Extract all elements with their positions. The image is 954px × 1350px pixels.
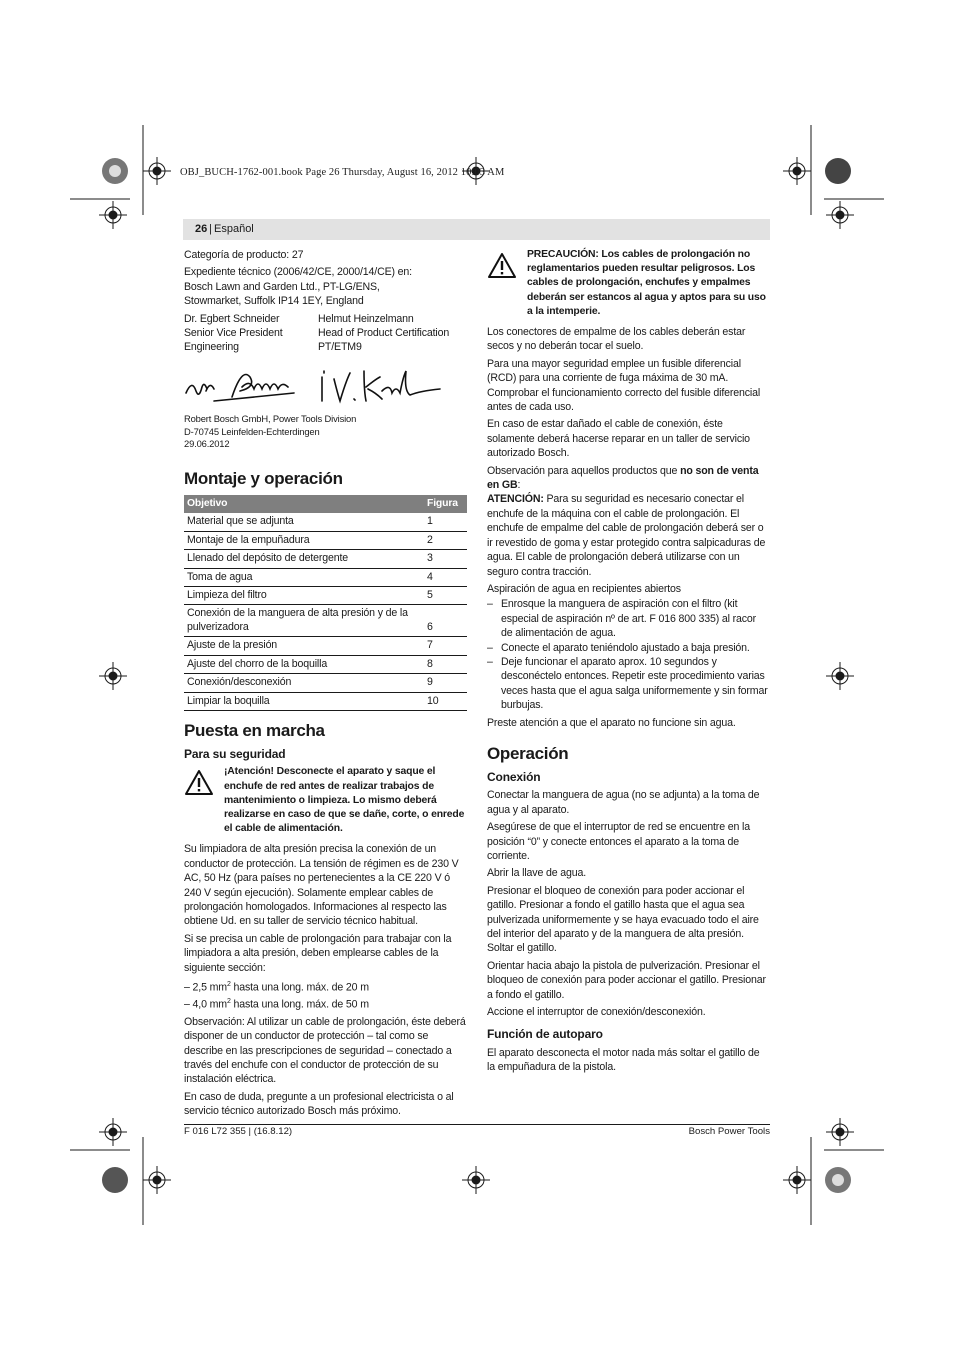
footer-rule bbox=[184, 1124, 770, 1125]
signatory-2 bbox=[318, 312, 452, 355]
paragraph: Orientar hacia abajo la pistola de pulverización. Presionar el bloqueo de conexión para poder accionar el gatillo. Presionar a fondo el gatillo. bbox=[487, 959, 766, 1001]
table-row bbox=[184, 605, 467, 637]
signatory-name: Helmut Heinzelmann bbox=[318, 312, 414, 325]
cable-section-item bbox=[184, 995, 467, 1012]
table-cell: 1 bbox=[424, 513, 467, 531]
list-item: – Deje funcionar el aparato aprox. 10 segundos y desconéctelo entonces. Repetir este procedimiento varias veces hasta que el agua salga uniformemente y sin formar burbujas. bbox=[487, 655, 770, 713]
signatory-title: Engineering bbox=[184, 341, 239, 354]
section-value: – 2,5 mm bbox=[184, 981, 227, 994]
right-column bbox=[487, 248, 770, 1078]
table-cell: 4 bbox=[424, 568, 467, 586]
table-cell: 3 bbox=[424, 550, 467, 568]
header-separator: | bbox=[209, 223, 212, 235]
figure-table bbox=[184, 495, 467, 711]
warning-triangle-icon bbox=[184, 765, 224, 836]
technical-file-line: Expediente técnico (2006/42/CE, 2000/14/CE) en: bbox=[184, 266, 412, 279]
table-cell: Conexión de la manguera de alta presión y de la pulverizadora bbox=[184, 605, 424, 637]
paragraph: Su limpiadora de alta presión precisa la conexión de un conductor de protección. La tensión de régimen es de 230 V AC, 50 Hz (para países no pertenecientes a la CE 220 V ó 240 V según ejecución). Solamente emplear cables de prolongación homologados. Informaciones al respecto las obtiene Ud. en su taller de servicio técnico habitual. bbox=[184, 843, 459, 928]
table-cell: 7 bbox=[424, 637, 467, 655]
paragraph: El aparato desconecta el motor nada más soltar el gatillo de la empuñadura de la pistola. bbox=[487, 1046, 760, 1074]
paragraph: Aspiración de agua en recipientes abiertos bbox=[487, 582, 681, 595]
superscript: 2 bbox=[226, 980, 231, 988]
address-line: Robert Bosch GmbH, Power Tools Division bbox=[184, 413, 357, 425]
table-cell: Limpiar la boquilla bbox=[184, 692, 424, 710]
heading-operacion: Operación bbox=[487, 743, 569, 763]
paragraph: Los conectores de empalme de los cables deberán estar secos y no deberán tocar el suelo. bbox=[487, 326, 746, 353]
heading-conexion: Conexión bbox=[487, 769, 541, 784]
table-cell: 5 bbox=[424, 587, 467, 605]
paragraph: Accione el interruptor de conexión/desconexión. bbox=[487, 1006, 706, 1019]
footer-doc-number: F 016 L72 355 | (16.8.12) bbox=[184, 1126, 293, 1137]
text-run: : bbox=[517, 479, 521, 492]
signatories bbox=[184, 312, 467, 355]
table-cell: Ajuste del chorro de la boquilla bbox=[184, 655, 424, 673]
warning-block bbox=[184, 765, 467, 836]
paragraph: Preste atención a que el aparato no funcione sin agua. bbox=[487, 716, 736, 729]
table-cell: 2 bbox=[424, 531, 467, 549]
page-header bbox=[183, 219, 770, 240]
warning-triangle-icon bbox=[487, 248, 527, 319]
technical-file bbox=[184, 265, 467, 308]
section-value: – 4,0 mm bbox=[184, 998, 227, 1011]
table-cell: 6 bbox=[424, 605, 467, 637]
address-date: 29.06.2012 bbox=[184, 438, 230, 450]
address-line: D-70745 Leinfelden-Echterdingen bbox=[184, 425, 320, 437]
column-header: Objetivo bbox=[184, 495, 424, 513]
warning-text: PRECAUCIÓN: Los cables de prolongación no reglamentarios pueden resultar peligrosos. Los cables de prolongación, enchufes y empalmes deberán ser estancos al agua y aptos para su uso a la intemperie. bbox=[527, 249, 766, 317]
heading-puesta: Puesta en marcha bbox=[184, 720, 325, 740]
signatory-title: Head of Product Certification bbox=[318, 327, 450, 340]
text-run: Para su seguridad es necesario conectar el enchufe de la máquina con el cable de prolongación. El enchufe de empalme del cable de prolongación deberá ser o ir revestido de goma y estar protegido contra salpicaduras de agua. El cable de prolongación deberá utilizarse con un seguro contra tracción. bbox=[487, 493, 766, 578]
signatory-name: Dr. Egbert Schneider bbox=[184, 312, 280, 325]
paragraph: Presionar el bloqueo de conexión para poder accionar el gatillo. Presionar a fondo el gatillo hasta que el agua sea pulverizada uniformemente y se haya evacuado todo el aire del interior del aparato y de la manguera de alta presión. Soltar el gatillo. bbox=[487, 884, 759, 955]
table-cell: 8 bbox=[424, 655, 467, 673]
paragraph bbox=[487, 492, 770, 578]
text-run-bold: no son de venta en GB bbox=[487, 464, 759, 492]
warning-block bbox=[487, 248, 770, 319]
table-row bbox=[184, 587, 467, 605]
table-row bbox=[184, 692, 467, 710]
table-row bbox=[184, 550, 467, 568]
handwritten-signatures bbox=[184, 363, 467, 407]
superscript: 2 bbox=[226, 997, 231, 1005]
steps-list bbox=[487, 597, 770, 712]
technical-file-line: Stowmarket, Suffolk IP14 1EY, England bbox=[184, 295, 364, 308]
cable-section-list bbox=[184, 978, 467, 1012]
paragraph: Abrir la llave de agua. bbox=[487, 867, 587, 880]
text-run-bold: ATENCIÓN: bbox=[487, 493, 544, 506]
technical-file-line: Bosch Lawn and Garden Ltd., PT-LG/ENS, bbox=[184, 280, 380, 293]
list-item: – Conecte el aparato teniéndolo ajustado a baja presión. bbox=[487, 641, 770, 655]
column-header: Figura bbox=[424, 495, 467, 513]
paragraph: Para una mayor seguridad emplee un fusible diferencial (RCD) para una corriente de fuga máxima de 30 mA. Comprobar el funcionamiento correcto del fusible diferencial antes de cada uso. bbox=[487, 357, 761, 414]
list-item: – Enrosque la manguera de aspiración con el filtro (kit especial de aspiración nº de art. F 016 800 335) al racor de alimentación de agua. bbox=[487, 597, 770, 640]
heading-montaje: Montaje y operación bbox=[184, 469, 343, 489]
table-cell: 10 bbox=[424, 692, 467, 710]
table-header-row bbox=[184, 495, 467, 513]
signatory-title: Senior Vice President bbox=[184, 327, 283, 340]
table-row bbox=[184, 637, 467, 655]
product-category: Categoría de producto: 27 bbox=[184, 249, 304, 261]
paragraph: Si se precisa un cable de prolongación para trabajar con la limpiadora a alta presión, deben emplearse cables de la siguiente sección: bbox=[184, 932, 452, 974]
table-row bbox=[184, 674, 467, 692]
warning-text: ¡Atención! Desconecte el aparato y saque el enchufe de red antes de realizar trabajos de mantenimiento o limpieza. Lo mismo deberá realizarse en caso de que se dañe, corte, o enrede el cable de alimentación. bbox=[224, 766, 465, 835]
table-row bbox=[184, 655, 467, 673]
table-cell: Montaje de la empuñadura bbox=[184, 531, 424, 549]
section-length: hasta una long. máx. de 50 m bbox=[230, 998, 369, 1011]
table-row bbox=[184, 531, 467, 549]
paragraph: Conectar la manguera de agua (no se adjunta) a la toma de agua y al aparato. bbox=[487, 789, 760, 816]
heading-autoparo: Función de autoparo bbox=[487, 1027, 603, 1042]
paragraph bbox=[487, 464, 770, 493]
text-run: Observación para aquellos productos que bbox=[487, 464, 681, 477]
signatory-1 bbox=[184, 312, 318, 355]
table-row bbox=[184, 568, 467, 586]
table-cell: Ajuste de la presión bbox=[184, 637, 424, 655]
table-cell: Material que se adjunta bbox=[184, 513, 424, 531]
table-cell: 9 bbox=[424, 674, 467, 692]
left-column bbox=[184, 248, 467, 1122]
heading-seguridad: Para su seguridad bbox=[184, 746, 286, 761]
page-number: 26 bbox=[195, 223, 208, 235]
footer-brand: Bosch Power Tools bbox=[688, 1126, 770, 1137]
paragraph: Asegúrese de que el interruptor de red se encuentre en la posición “0” y conecte entonces el aparato a la toma de corriente. bbox=[487, 821, 750, 863]
cable-section-item bbox=[184, 978, 467, 995]
table-cell: Toma de agua bbox=[184, 568, 424, 586]
signatory-title: PT/ETM9 bbox=[318, 341, 362, 354]
section-length: hasta una long. máx. de 20 m bbox=[230, 981, 369, 994]
paragraph: Observación: Al utilizar un cable de prolongación, éste deberá disponer de un conductor de protección – tal como se describe en las prescripciones de seguridad – conectado a través del enchufe con el conductor de protección de su instalación eléctrica. bbox=[184, 1015, 466, 1086]
table-row bbox=[184, 513, 467, 531]
table-cell: Conexión/desconexión bbox=[184, 674, 424, 692]
paragraph: En caso de estar dañado el cable de conexión, éste solamente deberá hacerse reparar en un taller de servicio autorizado Bosch. bbox=[487, 418, 750, 460]
paragraph: En caso de duda, pregunte a un profesional electricista o al servicio técnico autorizado Bosch más próximo. bbox=[184, 1090, 454, 1118]
header-language: Español bbox=[214, 223, 254, 235]
table-cell: Limpieza del filtro bbox=[184, 587, 424, 605]
print-info-line: OBJ_BUCH-1762-001.book Page 26 Thursday, August 16, 2012 10:03 AM bbox=[180, 167, 505, 178]
table-cell: Llenado del depósito de detergente bbox=[184, 550, 424, 568]
company-address bbox=[184, 413, 467, 451]
